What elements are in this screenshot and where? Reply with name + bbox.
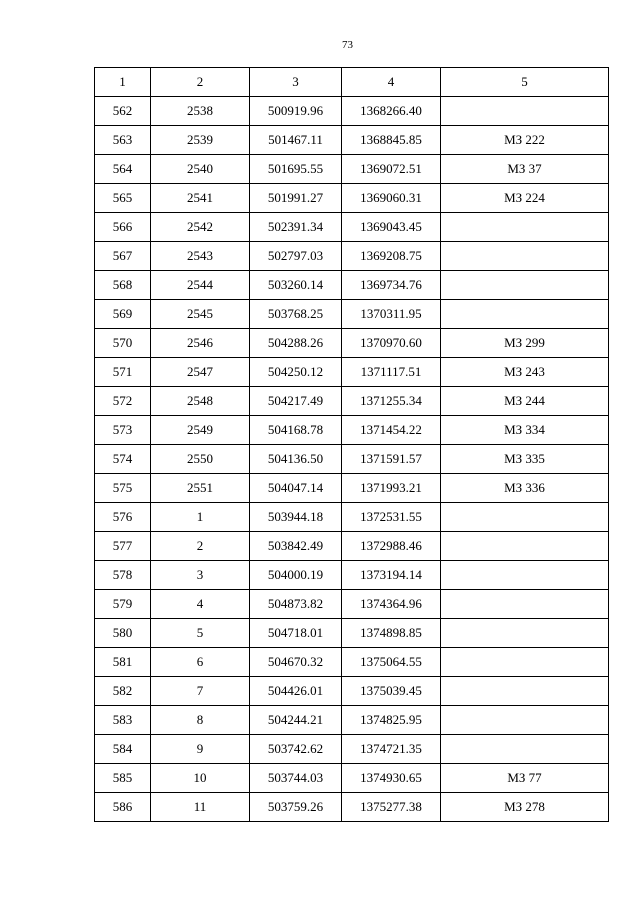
- table-cell: 503944.18: [250, 503, 342, 532]
- table-cell: 573: [95, 416, 151, 445]
- page-number: 73: [342, 39, 353, 51]
- table-cell: 1371454.22: [342, 416, 441, 445]
- table-row: [95, 184, 609, 213]
- table-cell: 504136.50: [250, 445, 342, 474]
- table-cell: 1369734.76: [342, 271, 441, 300]
- table-cell: 576: [95, 503, 151, 532]
- table-cell: МЗ 222: [441, 126, 609, 155]
- column-header: 3: [250, 68, 342, 97]
- table-cell: 562: [95, 97, 151, 126]
- table-cell: МЗ 299: [441, 329, 609, 358]
- table-cell: 4: [151, 590, 250, 619]
- table-cell: 501467.11: [250, 126, 342, 155]
- table-cell: МЗ 335: [441, 445, 609, 474]
- table-cell: МЗ 334: [441, 416, 609, 445]
- table-cell: 1371117.51: [342, 358, 441, 387]
- table-cell: 1374364.96: [342, 590, 441, 619]
- table-cell: 500919.96: [250, 97, 342, 126]
- table-cell: 5: [151, 619, 250, 648]
- table-cell: 504244.21: [250, 706, 342, 735]
- table-cell: 502391.34: [250, 213, 342, 242]
- table-cell: [441, 242, 609, 271]
- table-cell: 2543: [151, 242, 250, 271]
- table-row: [95, 300, 609, 329]
- table-cell: 504288.26: [250, 329, 342, 358]
- table-row: [95, 503, 609, 532]
- table-cell: 2546: [151, 329, 250, 358]
- table-row: [95, 329, 609, 358]
- table-cell: 565: [95, 184, 151, 213]
- table-row: [95, 793, 609, 822]
- table-row: [95, 735, 609, 764]
- table-cell: 3: [151, 561, 250, 590]
- table-cell: [441, 213, 609, 242]
- table-cell: 569: [95, 300, 151, 329]
- table-cell: 2540: [151, 155, 250, 184]
- table-row: [95, 532, 609, 561]
- table-cell: 582: [95, 677, 151, 706]
- table-cell: 9: [151, 735, 250, 764]
- table-row: [95, 416, 609, 445]
- table-row: [95, 648, 609, 677]
- table-cell: [441, 619, 609, 648]
- table-cell: [441, 648, 609, 677]
- table-cell: 6: [151, 648, 250, 677]
- table-body: [95, 97, 609, 822]
- table-cell: 2548: [151, 387, 250, 416]
- table-cell: 574: [95, 445, 151, 474]
- table-cell: 1375064.55: [342, 648, 441, 677]
- table-cell: 7: [151, 677, 250, 706]
- table-row: [95, 706, 609, 735]
- table-row: [95, 677, 609, 706]
- table-cell: [441, 532, 609, 561]
- table-cell: МЗ 244: [441, 387, 609, 416]
- table-cell: 503260.14: [250, 271, 342, 300]
- table-cell: 568: [95, 271, 151, 300]
- table-cell: 581: [95, 648, 151, 677]
- table-cell: 1372988.46: [342, 532, 441, 561]
- table-cell: 2550: [151, 445, 250, 474]
- table-cell: 577: [95, 532, 151, 561]
- table-cell: 503744.03: [250, 764, 342, 793]
- table-cell: 572: [95, 387, 151, 416]
- table-cell: [441, 300, 609, 329]
- table-cell: 2549: [151, 416, 250, 445]
- table-cell: МЗ 37: [441, 155, 609, 184]
- table-cell: 580: [95, 619, 151, 648]
- table-cell: 504426.01: [250, 677, 342, 706]
- table-cell: 504047.14: [250, 474, 342, 503]
- table-cell: [441, 677, 609, 706]
- table-cell: 567: [95, 242, 151, 271]
- table-cell: 575: [95, 474, 151, 503]
- table-cell: 2538: [151, 97, 250, 126]
- table-cell: 2544: [151, 271, 250, 300]
- coordinates-table: [94, 67, 609, 822]
- table-cell: [441, 97, 609, 126]
- table-cell: 579: [95, 590, 151, 619]
- table-cell: 504250.12: [250, 358, 342, 387]
- table-cell: 501991.27: [250, 184, 342, 213]
- table-cell: 501695.55: [250, 155, 342, 184]
- table-cell: 504718.01: [250, 619, 342, 648]
- table-cell: 586: [95, 793, 151, 822]
- table-cell: МЗ 278: [441, 793, 609, 822]
- column-header: 5: [441, 68, 609, 97]
- table-row: [95, 561, 609, 590]
- table-row: [95, 126, 609, 155]
- table-cell: 8: [151, 706, 250, 735]
- table-cell: 2541: [151, 184, 250, 213]
- table-cell: 1371993.21: [342, 474, 441, 503]
- table-cell: 503842.49: [250, 532, 342, 561]
- table-cell: 11: [151, 793, 250, 822]
- table-row: [95, 213, 609, 242]
- table-cell: МЗ 336: [441, 474, 609, 503]
- table-cell: 578: [95, 561, 151, 590]
- table-cell: 1369208.75: [342, 242, 441, 271]
- column-header: 4: [342, 68, 441, 97]
- table-header-row: [95, 68, 609, 97]
- table-row: [95, 764, 609, 793]
- table-cell: 2547: [151, 358, 250, 387]
- table-row: [95, 619, 609, 648]
- table-cell: 1373194.14: [342, 561, 441, 590]
- table-cell: [441, 503, 609, 532]
- table-cell: 504873.82: [250, 590, 342, 619]
- table-row: [95, 97, 609, 126]
- table-cell: 570: [95, 329, 151, 358]
- table-cell: МЗ 243: [441, 358, 609, 387]
- table-cell: 504670.32: [250, 648, 342, 677]
- column-header: 2: [151, 68, 250, 97]
- table-row: [95, 445, 609, 474]
- table-cell: [441, 561, 609, 590]
- table-cell: 571: [95, 358, 151, 387]
- table-cell: 2: [151, 532, 250, 561]
- table-cell: 2551: [151, 474, 250, 503]
- table-cell: 1369072.51: [342, 155, 441, 184]
- table-cell: МЗ 77: [441, 764, 609, 793]
- table-cell: 1368845.85: [342, 126, 441, 155]
- table-row: [95, 474, 609, 503]
- column-header: 1: [95, 68, 151, 97]
- table-cell: [441, 735, 609, 764]
- table-cell: 1372531.55: [342, 503, 441, 532]
- table-cell: 503742.62: [250, 735, 342, 764]
- table-cell: 585: [95, 764, 151, 793]
- table-cell: 1371591.57: [342, 445, 441, 474]
- table-cell: 1371255.34: [342, 387, 441, 416]
- table-cell: 1: [151, 503, 250, 532]
- table-cell: 583: [95, 706, 151, 735]
- table-cell: 1374930.65: [342, 764, 441, 793]
- table-row: [95, 590, 609, 619]
- table-cell: 1370970.60: [342, 329, 441, 358]
- table-cell: [441, 271, 609, 300]
- table-cell: 2539: [151, 126, 250, 155]
- table-cell: 10: [151, 764, 250, 793]
- table-cell: 1374825.95: [342, 706, 441, 735]
- table-cell: 504168.78: [250, 416, 342, 445]
- table-cell: МЗ 224: [441, 184, 609, 213]
- table-cell: 1369043.45: [342, 213, 441, 242]
- table-row: [95, 271, 609, 300]
- table-cell: 1375039.45: [342, 677, 441, 706]
- table-cell: 566: [95, 213, 151, 242]
- table-cell: 1369060.31: [342, 184, 441, 213]
- table-cell: 504217.49: [250, 387, 342, 416]
- table-cell: 2542: [151, 213, 250, 242]
- table-cell: 1370311.95: [342, 300, 441, 329]
- table-cell: 584: [95, 735, 151, 764]
- table-cell: 564: [95, 155, 151, 184]
- table-cell: 2545: [151, 300, 250, 329]
- table-row: [95, 242, 609, 271]
- table-cell: 1374898.85: [342, 619, 441, 648]
- table-row: [95, 155, 609, 184]
- table-cell: 563: [95, 126, 151, 155]
- table-cell: 503768.25: [250, 300, 342, 329]
- table-cell: 1375277.38: [342, 793, 441, 822]
- table-cell: 503759.26: [250, 793, 342, 822]
- table-cell: [441, 706, 609, 735]
- table-cell: 1374721.35: [342, 735, 441, 764]
- table-cell: [441, 590, 609, 619]
- table-cell: 1368266.40: [342, 97, 441, 126]
- table-cell: 502797.03: [250, 242, 342, 271]
- table-row: [95, 387, 609, 416]
- table-row: [95, 358, 609, 387]
- table-cell: 504000.19: [250, 561, 342, 590]
